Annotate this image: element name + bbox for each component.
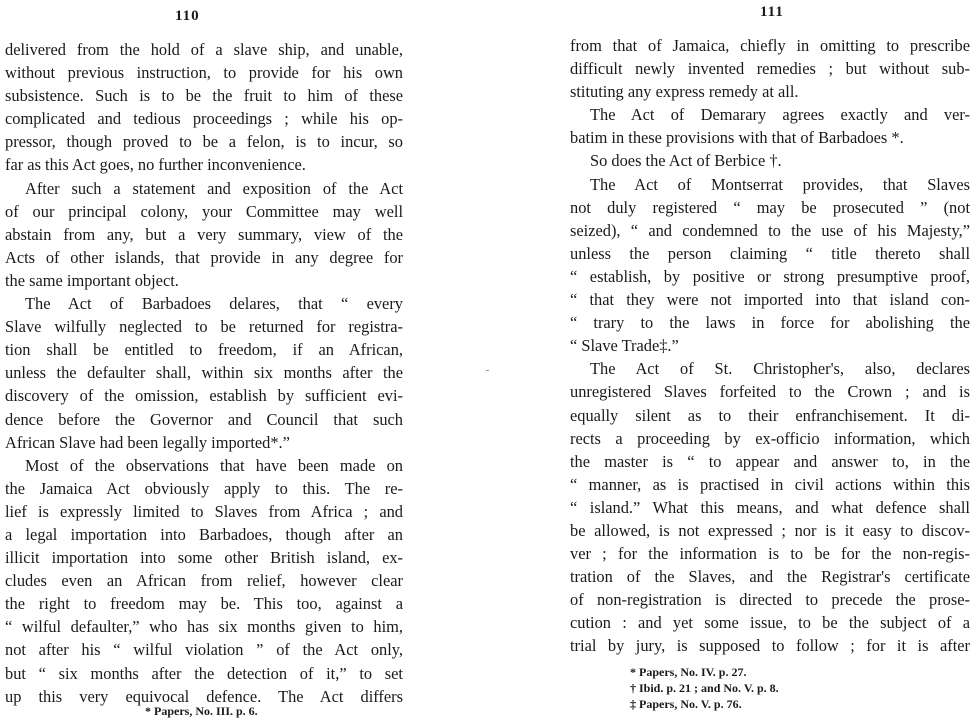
text-line: unless the defaulter shall, within six months after the: [5, 363, 403, 383]
text-line: cution : and yet some issue, to be the subject of a: [570, 613, 970, 633]
right-page: [520, 0, 980, 727]
text-line: The Act of Demarary agrees exactly and ver-: [590, 105, 970, 125]
text-line: without previous instruction, to provide for his own: [5, 63, 403, 83]
text-line: The Act of St. Christopher's, also, declares: [590, 359, 970, 379]
text-line: the Jamaica Act obviously apply to this. The re-: [5, 478, 403, 498]
text-line: from that of Jamaica, chiefly in omitting to prescribe: [570, 36, 970, 55]
text-line: So does the Act of Berbice †.: [590, 151, 782, 171]
text-line: “ trary to the laws in force for abolishing the: [570, 313, 970, 333]
page-gutter-mark: [486, 370, 489, 371]
text-line: “ wilful defaulter,” who has six months given to him,: [5, 617, 403, 637]
text-line: ver ; for the information is to be for the non-regis-: [570, 544, 970, 564]
text-line: the master is “ to appear and answer to, in the: [570, 451, 970, 471]
text-line: Most of the observations that have been made on: [25, 455, 403, 475]
text-line: complicated and tedious proceedings ; while his op-: [5, 109, 403, 129]
text-line: tion shall be entitled to freedom, if an African,: [5, 340, 403, 360]
text-line: difficult newly invented remedies ; but without sub-: [570, 59, 970, 79]
text-line: not duly registered “ may be prosecuted ” (not: [570, 197, 970, 217]
text-line: batim in these provisions with that of Barbadoes *.: [570, 128, 904, 148]
text-line: trial by jury, is supposed to follow ; for it is after: [570, 636, 970, 656]
text-line: of our principal colony, your Committee may well: [5, 201, 403, 221]
text-line: “ that they were not imported into that island con-: [570, 290, 970, 310]
text-line: lief is expressly limited to Slaves from Africa ; and: [5, 501, 403, 521]
text-line: up this very equivocal defence. The Act differs: [5, 686, 403, 706]
page-number-left: 110: [175, 8, 200, 24]
text-line: unregistered Slaves forfeited to the Crown ; and is: [570, 382, 970, 402]
text-line: seized), “ and condemned to the use of his Majesty,”: [570, 220, 970, 240]
text-line: the right to freedom may be. This too, against a: [5, 594, 403, 614]
footnote: * Papers, No. III. p. 6.: [145, 704, 258, 718]
text-line: pressor, though proved to be a felon, is to incur, so: [5, 132, 403, 152]
text-line: abstain from any, but a very summary, view of the: [5, 224, 403, 244]
page-number-right: 111: [760, 4, 784, 20]
text-line: cludes even an African from relief, however clear: [5, 571, 403, 591]
right-page-body: [570, 34, 970, 658]
text-line: subsistence. Such is to be the fruit to him of these: [5, 86, 403, 106]
text-line: After such a statement and exposition of the Act: [25, 178, 403, 198]
text-line: not after his “ wilful violation ” of the Act only,: [5, 640, 403, 660]
text-line: Acts of other islands, that provide in any degree for: [5, 247, 403, 267]
text-line: equally silent as to their enfranchisement. It di-: [570, 405, 970, 425]
text-line: Slave wilfully neglected to be returned for registra-: [5, 317, 403, 337]
text-line: discovery of the omission, establish by sufficient evi-: [5, 386, 403, 406]
text-line: a legal importation into Barbadoes, though after an: [5, 524, 403, 544]
text-line: far as this Act goes, no further inconvenience.: [5, 155, 306, 175]
text-line: stituting any express remedy at all.: [570, 82, 799, 102]
text-line: “ Slave Trade‡.”: [570, 336, 679, 356]
text-line: “ manner, as is practised in civil actions within this: [570, 474, 970, 494]
text-line: “ island.” What this means, and what defence shall: [570, 497, 970, 517]
text-line: African Slave had been legally imported*.”: [5, 432, 290, 452]
text-line: the same important object.: [5, 270, 179, 290]
text-line: rects a proceeding by ex-officio information, which: [570, 428, 970, 448]
text-line: illicit importation into some other British island, ex-: [5, 548, 403, 568]
text-line: “ establish, by positive or strong presumptive proof,: [570, 266, 970, 286]
text-line: be allowed, is not expressed ; nor is it easy to discov-: [570, 520, 970, 540]
text-line: delivered from the hold of a slave ship, and unable,: [5, 40, 403, 59]
footnotes-right: [630, 664, 779, 712]
text-line: unless the person claiming “ title thereto shall: [570, 243, 970, 263]
footnote: † Ibid. p. 21 ; and No. V. p. 8.: [630, 681, 779, 695]
text-line: The Act of Barbadoes delares, that “ every: [25, 294, 403, 314]
text-line: but “ six months after the detection of it,” to set: [5, 663, 403, 683]
text-line: of non-registration is directed to precede the prose-: [570, 590, 970, 610]
text-line: dence before the Governor and Council that such: [5, 409, 403, 429]
left-page-body: [5, 38, 403, 708]
footnote: ‡ Papers, No. V. p. 76.: [630, 697, 742, 711]
text-line: The Act of Montserrat provides, that Slaves: [590, 174, 970, 194]
text-line: tration of the Slaves, and the Registrar's certificate: [570, 567, 970, 587]
left-page: [0, 0, 470, 727]
footnote: * Papers, No. IV. p. 27.: [630, 665, 747, 679]
footnotes-left: [145, 703, 258, 719]
